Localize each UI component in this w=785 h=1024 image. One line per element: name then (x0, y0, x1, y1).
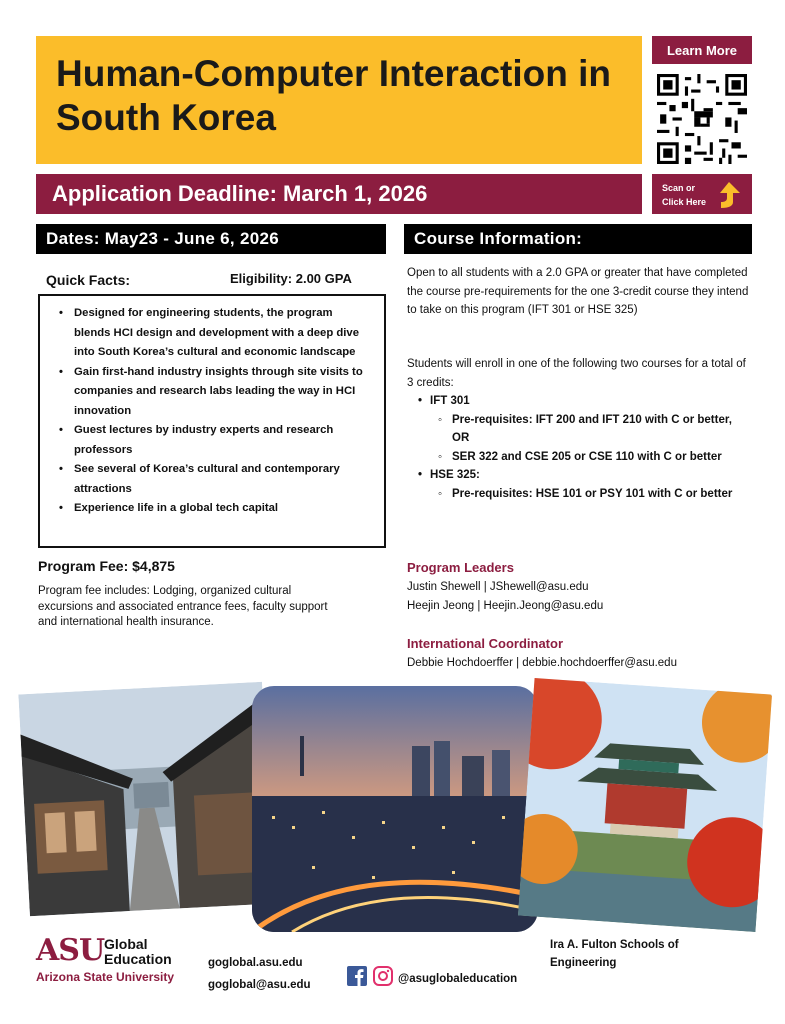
course-intro: Open to all students with a 2.0 GPA or greater that have completed the course pre-requirements for the one 3-credit course they intend to take on this program (IFT 301 or HSE 325) (407, 267, 749, 316)
dates-bar: Dates: May23 - June 6, 2026 (36, 224, 386, 254)
leader-contact[interactable]: Justin Shewell | JShewell@asu.edu (407, 581, 589, 593)
program-fee-text: Program fee includes: Lodging, organized cultural excursions and associated entrance fees, faculty support and international health insurance. (38, 585, 328, 628)
arrow-up-icon (716, 180, 742, 210)
quick-facts-box (38, 294, 386, 548)
scan-line-2: Click Here (662, 197, 707, 207)
fact-item: • Guest lectures by industry experts and research professors (52, 421, 372, 460)
page-title: Human-Computer Interaction in South Korea (56, 53, 612, 138)
quick-facts-heading: Quick Facts: (46, 272, 131, 288)
pavilion-autumn-photo (518, 678, 772, 932)
application-deadline: Application Deadline: March 1, 2026 (36, 174, 642, 214)
fact-item: • See several of Korea’s cultural and contemporary attractions (52, 460, 372, 499)
qr-code[interactable] (657, 74, 747, 164)
learn-more-button[interactable]: Learn More (652, 36, 752, 64)
coordinator-contact[interactable]: Debbie Hochdoerffer | debbie.hochdoerffer@asu.edu (407, 657, 677, 669)
global-education-wordmark (104, 937, 172, 967)
leader-contact[interactable]: Heejin Jeong | Heejin.Jeong@asu.edu (407, 600, 604, 612)
seoul-skyline-photo (252, 686, 538, 932)
scan-or-click-button[interactable] (652, 174, 752, 214)
coordinator-heading: International Coordinator (407, 636, 563, 651)
asu-global-education-logo[interactable] (36, 935, 196, 991)
footer-links (208, 952, 311, 996)
instagram-icon[interactable] (373, 966, 393, 986)
program-fee-heading: Program Fee: $4,875 (38, 558, 175, 574)
program-leaders-heading: Program Leaders (407, 560, 514, 575)
fact-item: • Gain first-hand industry insights through site visits to companies and research labs leading the way in HCI innovation (52, 363, 372, 422)
prereq-item: ◦ Pre-requisites: HSE 101 or PSY 101 with C or better (414, 485, 752, 504)
facebook-icon[interactable] (347, 966, 367, 986)
eligibility: Eligibility: 2.00 GPA (230, 271, 352, 286)
course-list (414, 392, 752, 503)
fact-item: • Designed for engineering students, the program blends HCI design and development with a deep dive into South Korea’s cultural and economic landscape (52, 304, 372, 363)
social-icons (347, 966, 393, 986)
website-link[interactable]: goglobal.asu.edu (208, 957, 303, 969)
ge-line-1: Global (104, 936, 148, 952)
hanok-village-photo (18, 682, 273, 916)
email-link[interactable]: goglobal@asu.edu (208, 979, 311, 991)
title-banner (36, 36, 642, 164)
university-name: Arizona State University (36, 970, 175, 984)
course-item: • HSE 325: (414, 466, 752, 485)
ge-line-2: Education (104, 951, 172, 967)
fulton-schools: Ira A. Fulton Schools of Engineering (550, 939, 679, 969)
fact-item: • Experience life in a global tech capital (52, 499, 372, 519)
course-item: • IFT 301 (414, 392, 752, 411)
course-enroll-text: Students will enroll in one of the following two courses for a total of 3 credits: (407, 358, 746, 389)
asu-mark: ASU (36, 933, 105, 968)
prereq-item: ◦ SER 322 and CSE 205 or CSE 110 with C or better (414, 448, 752, 467)
scan-line-1: Scan or (662, 183, 696, 193)
social-handle[interactable]: @asuglobaleducation (398, 973, 518, 985)
course-information-bar: Course Information: (404, 224, 752, 254)
prereq-item: ◦ Pre-requisites: IFT 200 and IFT 210 with C or better, OR (414, 411, 752, 448)
